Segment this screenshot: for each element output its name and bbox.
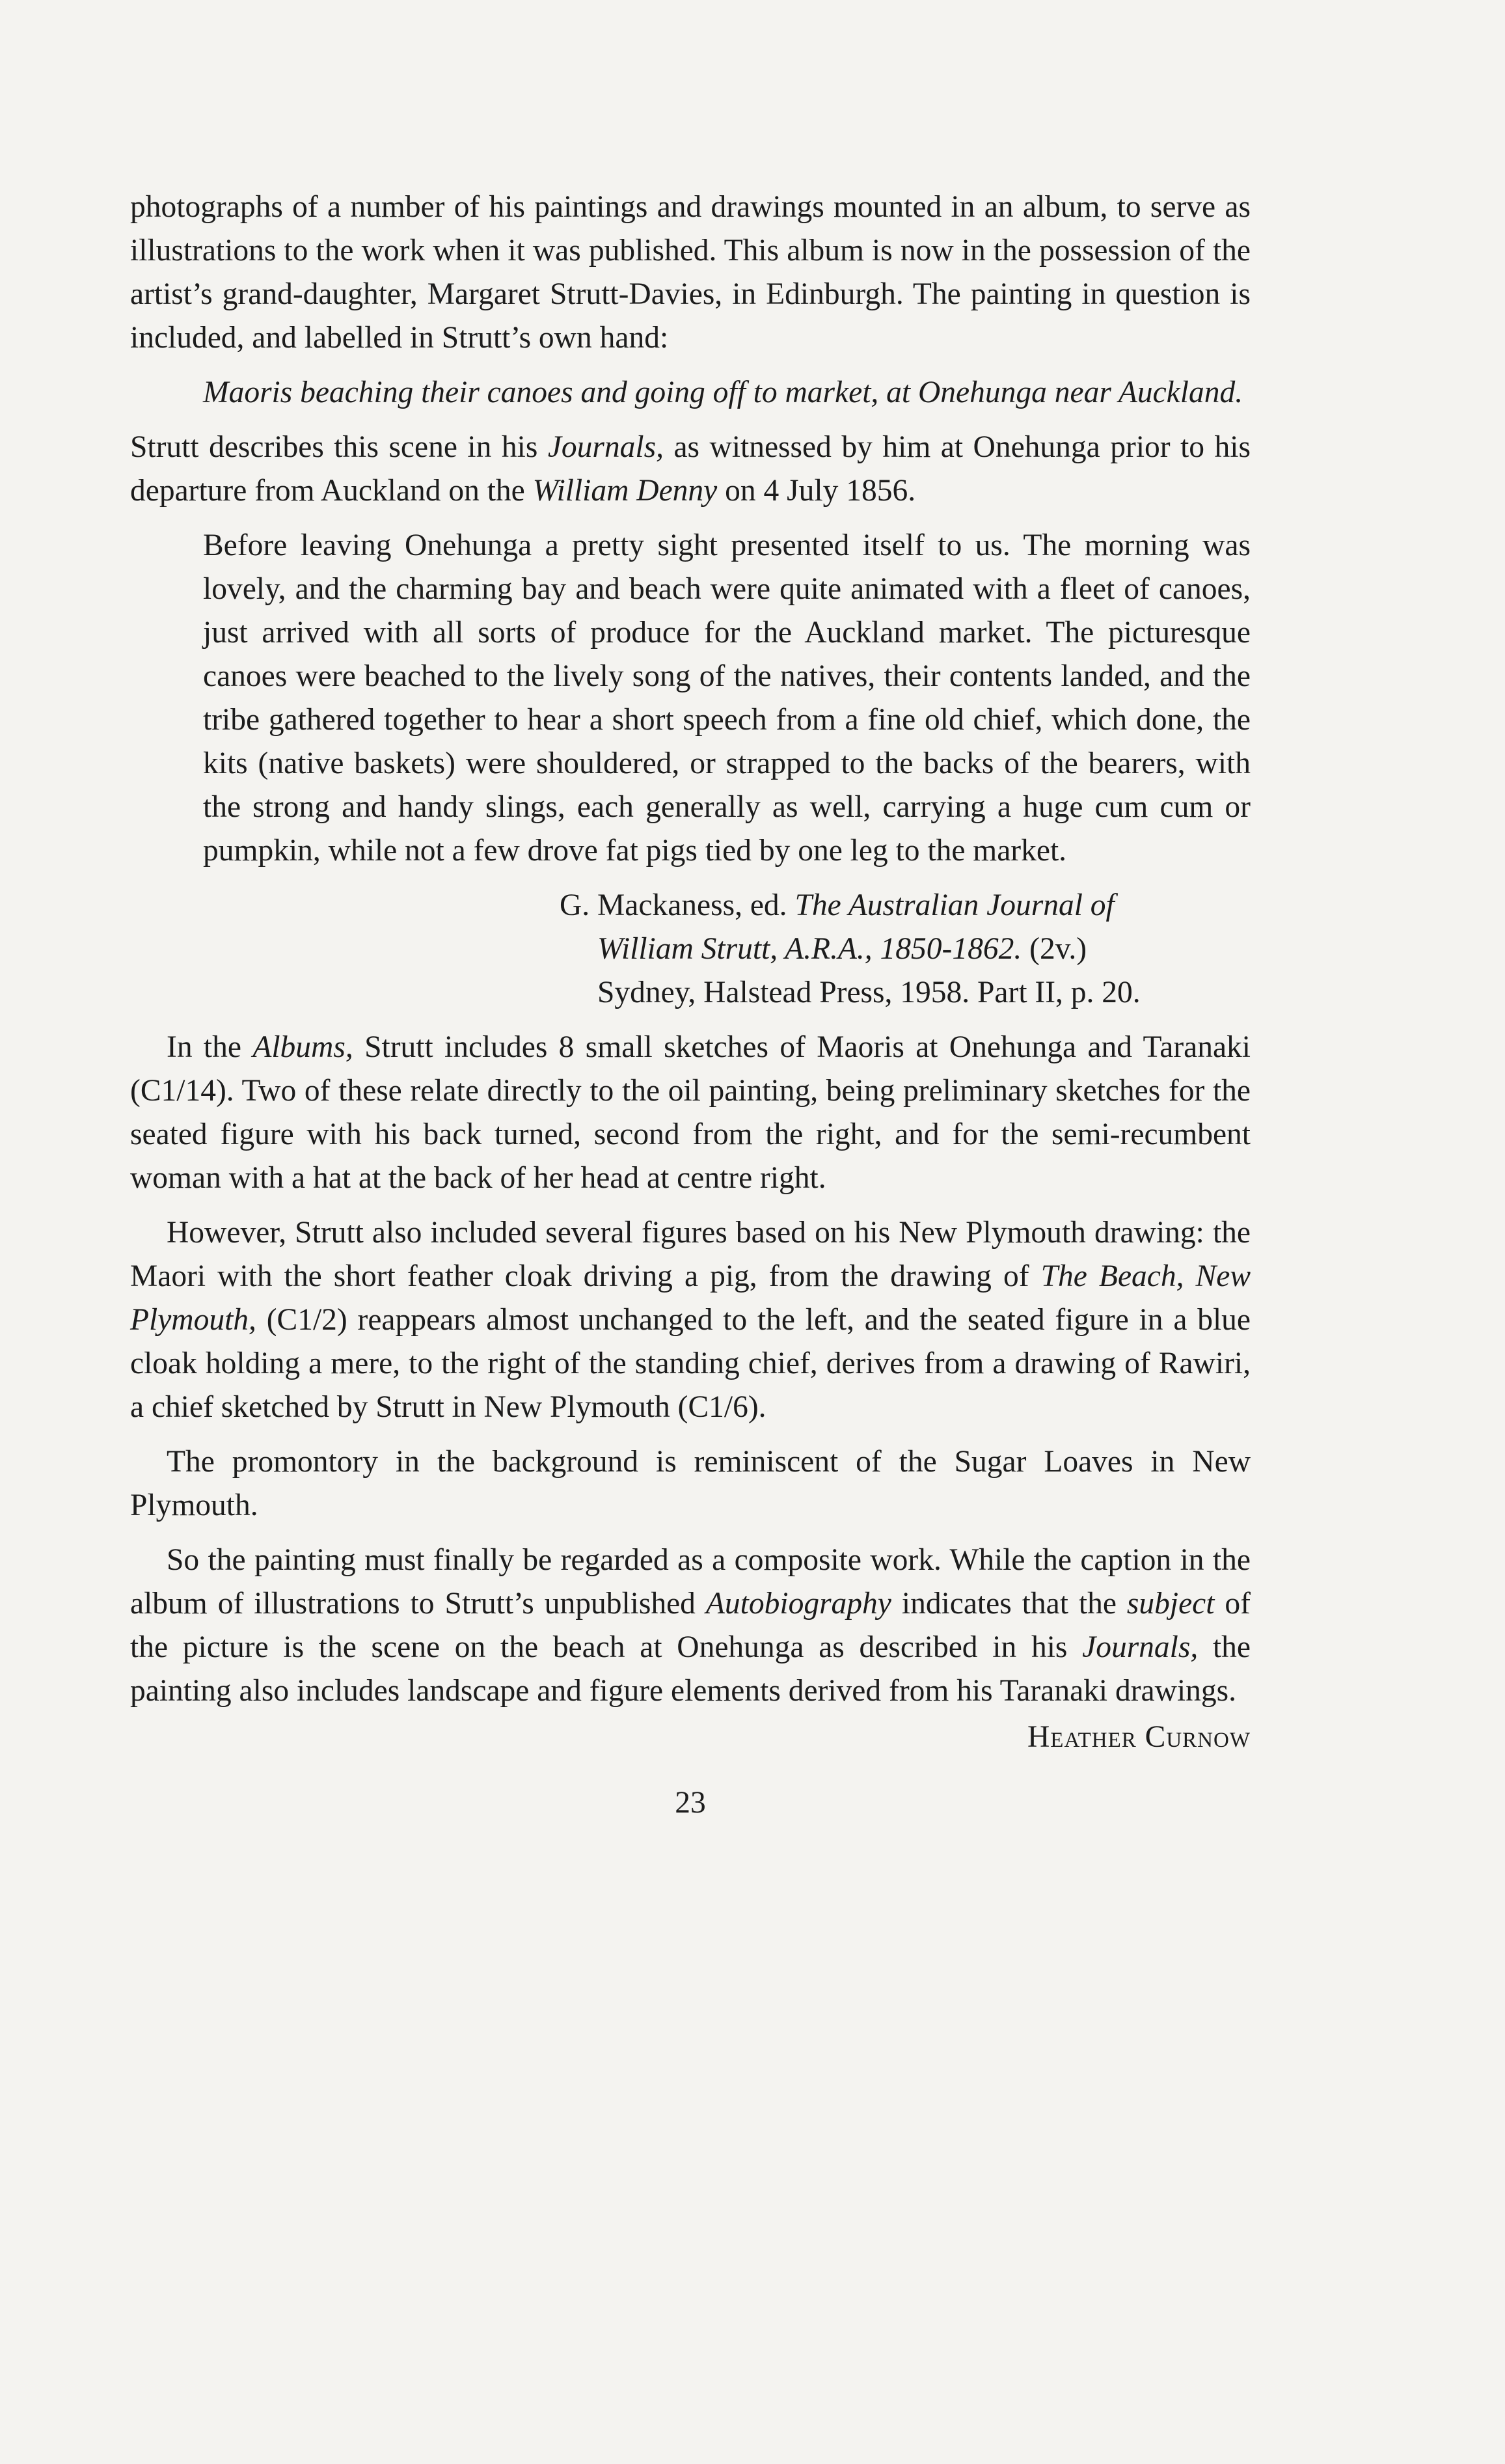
paragraph-journals: Strutt describes this scene in his Journals, as witnessed by him at Onehunga prior to his departure from Auckland on the William Denny on 4 July 1856. [130, 430, 1251, 508]
paragraph-albums: In the Albums, Strutt includes 8 small sketches of Maoris at Onehunga and Taranaki (C1/14). Two of these relate directly to the oil painting, being preliminary sketches for the seated figure with his back turned, second from the right, and for the semi-recumbent woman with a hat at the back of her head at centre right. [130, 1030, 1251, 1195]
journals-title: Journals, [547, 430, 664, 464]
block-quote: Before leaving Onehunga a pretty sight presented itself to us. The morning was lovely, and the charming bay and beach were quite animated with a fleet of canoes, just arrived with all sorts of produce for the Auckland market. The picturesque canoes were beached to the lively song of the natives, their contents landed, and the tribe gathered together to hear a short speech from a fine old chief, which done, the kits (native baskets) were shouldered, or strapped to the backs of the bearers, with the strong and handy slings, each generally as well, carrying a huge cum cum or pumpkin, while not a few drove fat pigs tied by one leg to the market. [203, 528, 1251, 868]
paragraph-intro: photographs of a number of his paintings and drawings mounted in an album, to serve as illustrations to the work when it was published. This album is now in the possession of the artist’s grand-daughter, Margaret Strutt-Davies, in Edinburgh. The painting in question is included, and labelled in Strutt’s own hand: [130, 190, 1251, 355]
author-signature: Heather Curnow [1027, 1720, 1251, 1754]
paragraph-promontory: The promontory in the background is reminiscent of the Sugar Loaves in New Plymouth. [130, 1445, 1251, 1522]
citation: G. Mackaness, ed. The Australian Journal of William Strutt, A.R.A., 1850-1862. (2v.) Sydney, Halstead Press, 1958. Part II, p. 20. [560, 888, 1141, 1009]
page-body [130, 185, 1251, 1825]
ship-name: William Denny [532, 474, 718, 508]
page-number: 23 [675, 1786, 706, 1820]
paragraph-composite: So the painting must finally be regarded as a composite work. While the caption in the album of illustrations to Strutt’s unpublished Autobiography indicates that the subject of the picture is the scene on the beach at Onehunga as described in his Journals, the painting also includes landscape and figure elements derived from his Taranaki drawings. [130, 1543, 1251, 1708]
paragraph-new-plymouth: However, Strutt also included several figures based on his New Plymouth drawing: the Maori with the short feather cloak driving a pig, from the drawing of The Beach, New Plymouth, (C1/2) reappears almost unchanged to the left, and the seated figure in a blue cloak holding a mere, to the right of the standing chief, derives from a drawing of Rawiri, a chief sketched by Strutt in New Plymouth (C1/6). [130, 1216, 1251, 1424]
album-caption: Maoris beaching their canoes and going off to market, at Onehunga near Auckland. [203, 376, 1243, 409]
